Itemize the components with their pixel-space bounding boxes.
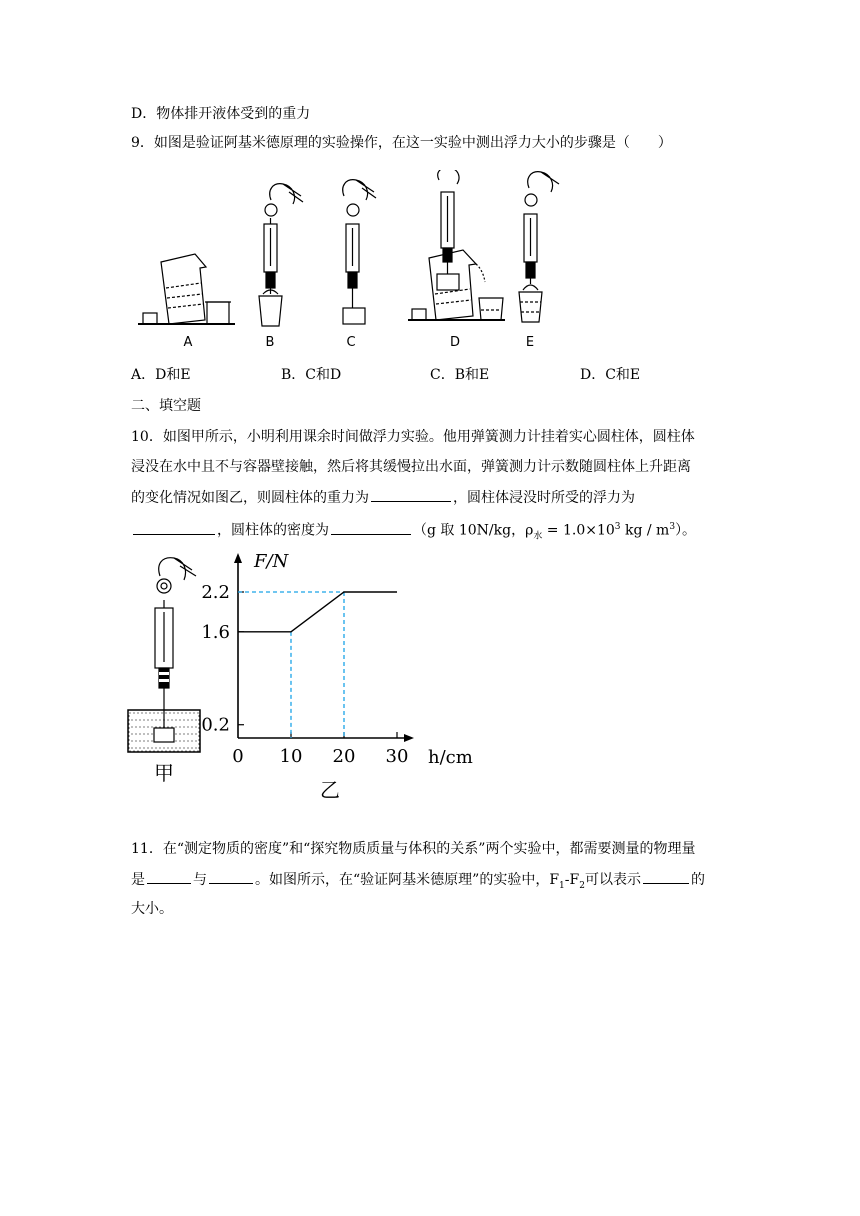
q9-option-a: A．D和E — [131, 367, 191, 383]
blank-density[interactable] — [331, 520, 411, 535]
block-a — [143, 313, 157, 324]
blank-gravity[interactable] — [371, 487, 451, 502]
q8-option-d: D．物体排开液体受到的重力 — [131, 106, 311, 122]
hand-e — [528, 172, 559, 192]
bucket-b — [259, 296, 282, 326]
fig-label-a: A — [183, 335, 193, 350]
figure-yi-chart — [190, 545, 480, 805]
x-tick-label-10: 10 — [279, 746, 303, 767]
section-heading-fill-blank: 二、填空题 — [131, 398, 201, 414]
blank-buoyancy[interactable] — [133, 520, 215, 535]
block-d — [437, 274, 459, 290]
y-tick-label-2.2: 2.2 — [201, 582, 230, 603]
block-c — [343, 308, 365, 324]
x-axis-label: h/cm — [428, 747, 473, 768]
q10-line4: ，圆柱体的密度为 （g 取 10N/kg，$\rho_水 = 1.0\times 10^3$ kg / $m^3$）。 — [131, 517, 696, 546]
small-cup-d — [479, 298, 503, 320]
y-axis-label: F/N — [254, 551, 289, 572]
q9-figure — [133, 170, 573, 360]
q10-line1: 10．如图甲所示，小明利用课余时间做浮力实验。他用弹簧测力计挂着实心圆柱体，圆柱体 — [131, 429, 695, 445]
fig-label-e: E — [525, 335, 535, 350]
fig-label-d: D — [449, 335, 461, 350]
cylinder — [154, 728, 174, 742]
bucket-e — [519, 292, 542, 322]
small-cup-a — [207, 302, 229, 324]
hand-b — [270, 184, 303, 204]
q11-line2: 是 与 。如图所示，在“验证阿基米德原理”的实验中，$F_1-F_2$可以表示 的 — [131, 869, 705, 896]
blank-meaning[interactable] — [643, 869, 689, 884]
q9-stem: 9．如图是验证阿基米德原理的实验操作，在这一实验中测出浮力大小的步骤是（ ） — [131, 135, 672, 151]
q11-line3: 大小。 — [131, 901, 173, 917]
label-jia: 甲 — [154, 761, 174, 785]
blank-quantity-2[interactable] — [209, 869, 253, 884]
y-axis-arrow — [234, 553, 242, 563]
y-tick-label-0.2: 0.2 — [201, 714, 230, 736]
label-yi: 乙 — [320, 778, 340, 802]
overflow-beaker-a — [161, 254, 206, 324]
blank-quantity-1[interactable] — [147, 869, 191, 884]
hand-c — [343, 180, 376, 200]
x-tick-label-0: 0 — [232, 746, 244, 767]
x-tick-label-20: 20 — [332, 746, 356, 767]
q11-line1: 11．在“测定物质的密度”和“探究物质质量与体积的关系”两个实验中，都需要测量的物理量 — [131, 841, 696, 857]
q9-option-b: B．C和D — [281, 367, 342, 383]
q10-line3: 的变化情况如图乙，则圆柱体的重力为 ，圆柱体浸没时所受的浮力为 — [131, 487, 635, 508]
series-line — [238, 592, 397, 632]
q10-line2: 浸没在水中且不与容器壁接触，然后将其缓慢拉出水面，弹簧测力计示数随圆柱体上升距离 — [131, 459, 691, 475]
q9-option-d: D．C和E — [580, 367, 641, 383]
q9-option-c: C．B和E — [430, 367, 490, 383]
fig-label-c: C — [346, 335, 356, 350]
y-tick-label-1.6: 1.6 — [201, 621, 230, 643]
fig-label-b: B — [265, 335, 275, 350]
x-tick-label-30: 30 — [385, 746, 409, 767]
x-axis-arrow — [404, 734, 414, 742]
hand-d — [438, 170, 459, 184]
